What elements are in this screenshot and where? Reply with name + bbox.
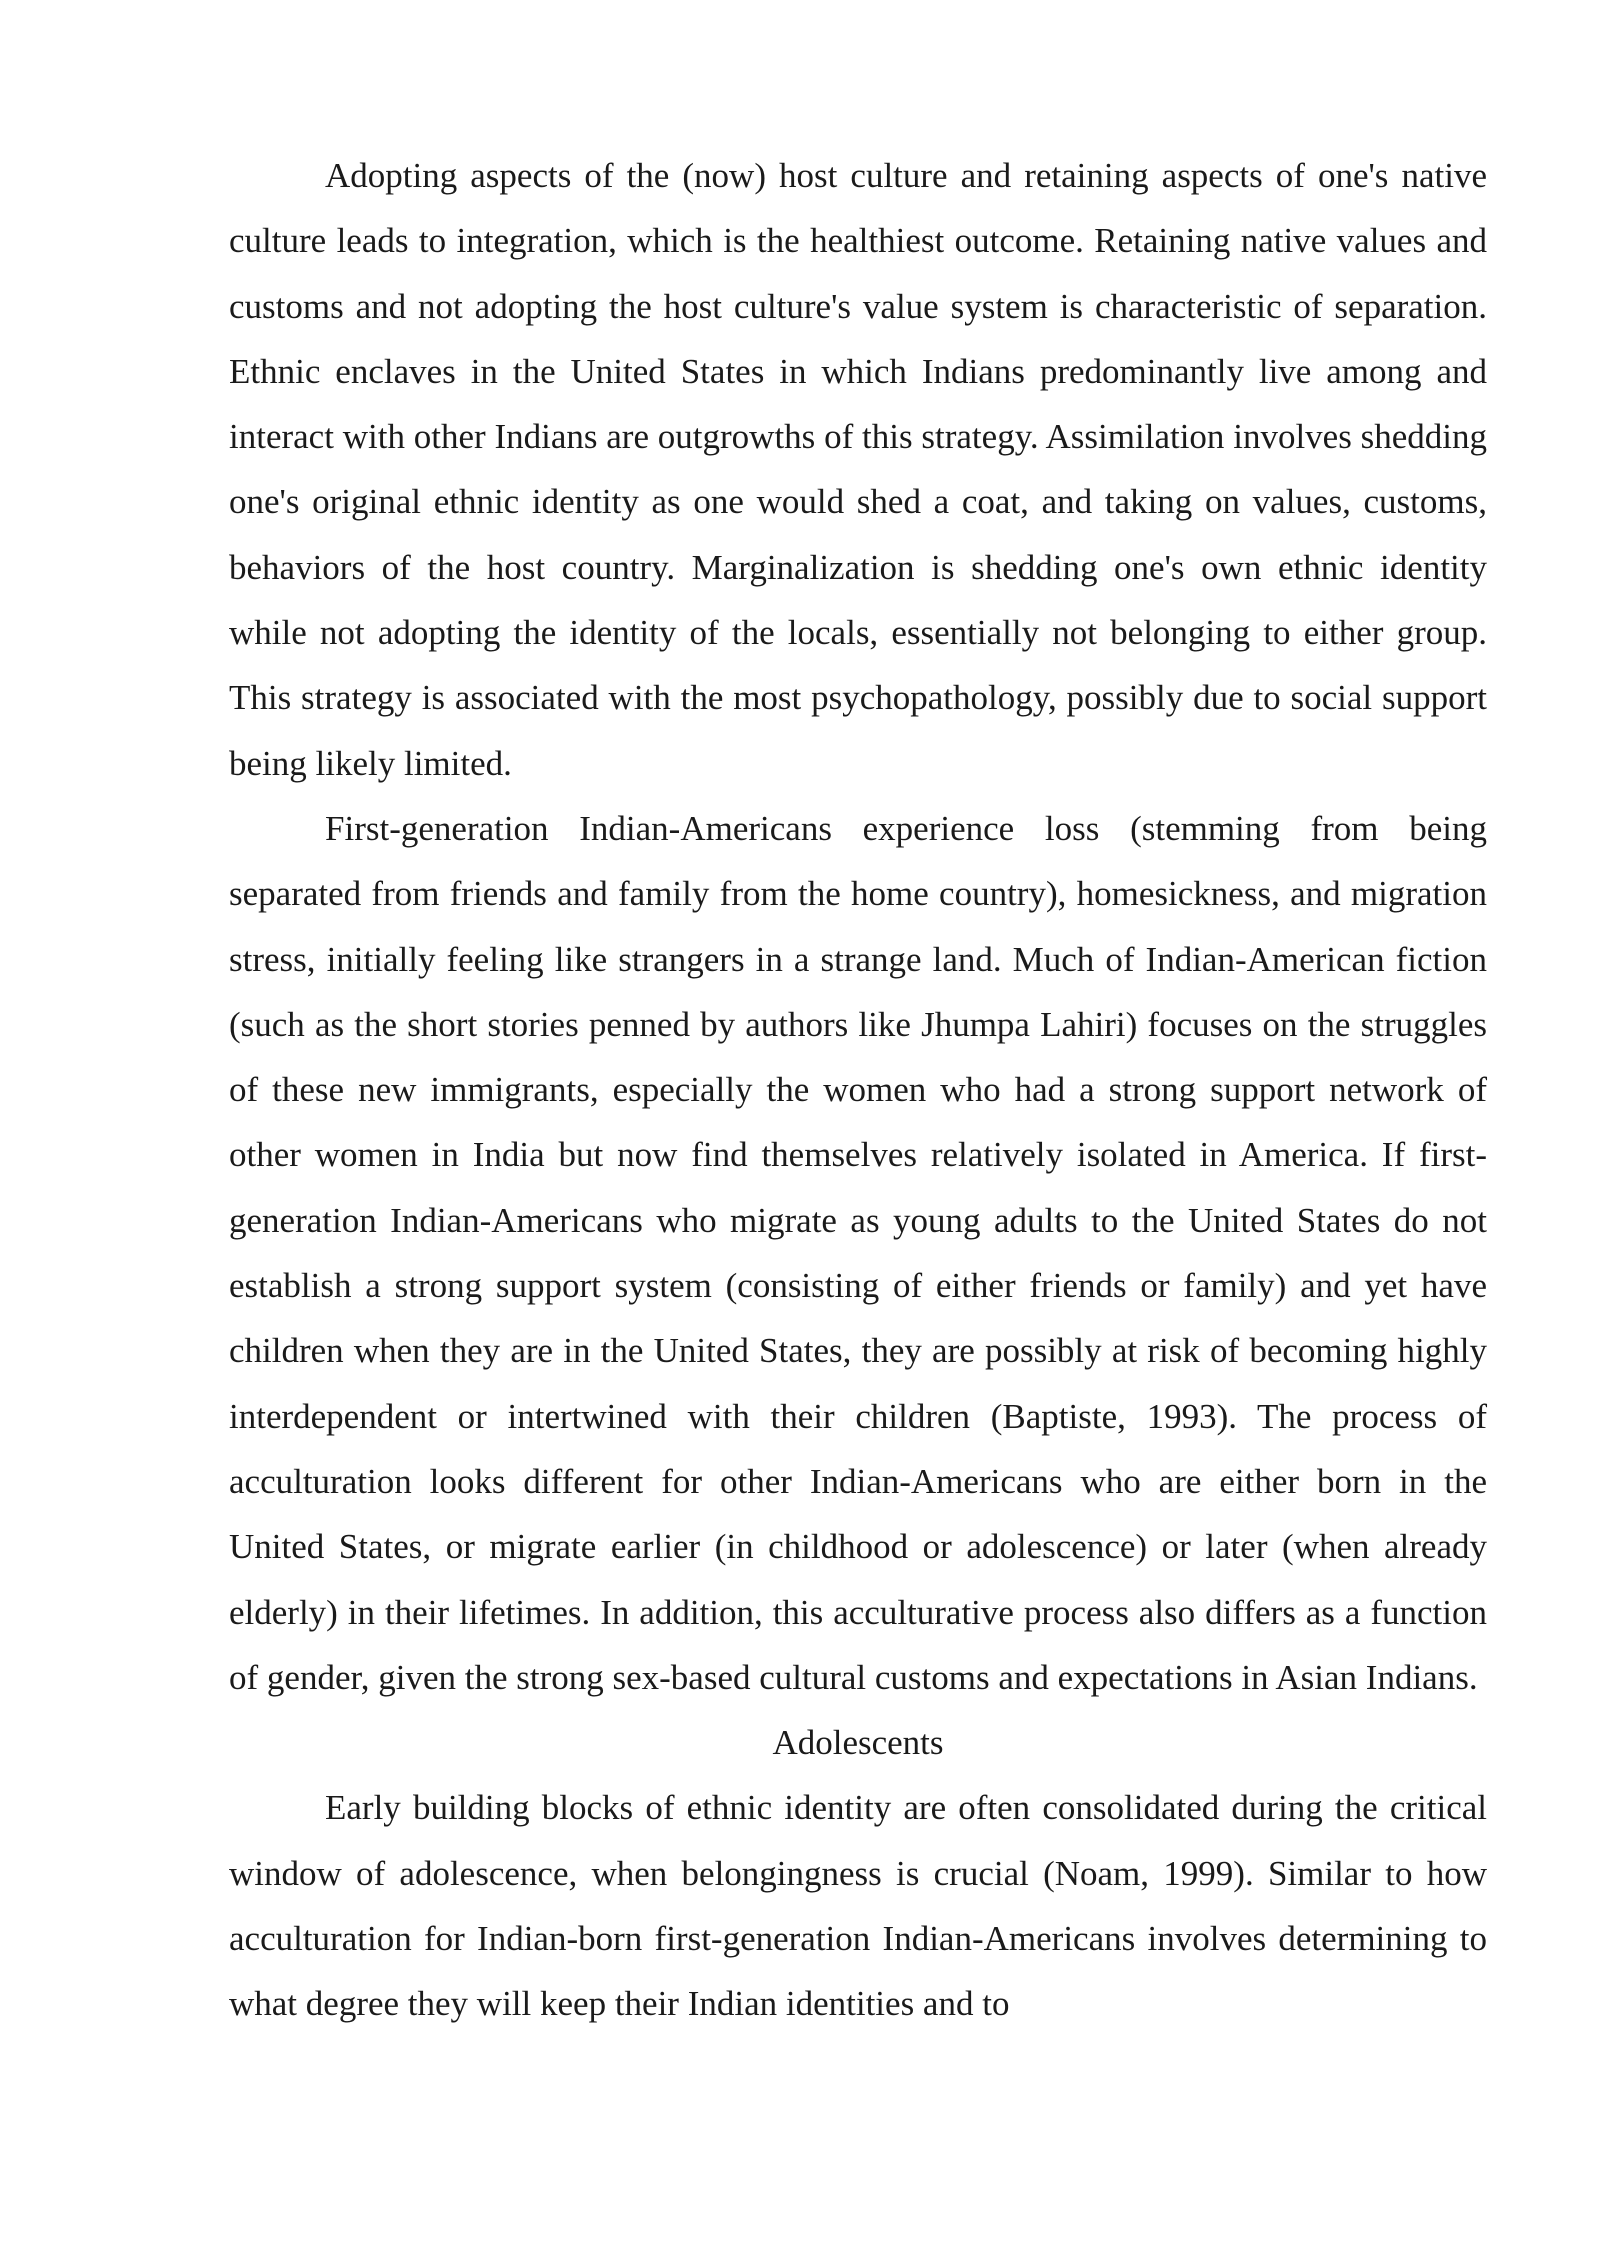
paragraph-adolescents: Early building blocks of ethnic identity are often consolidated during the critical window of adolescence, when belongingness is crucial (Noam, 1999). Similar to how acculturation for Indian-born first-generation Indian-Americans involves determining to what degree they will keep their Indian identities and to bbox=[229, 1788, 1487, 2024]
section-heading-adolescents: Adolescents bbox=[772, 1723, 944, 1763]
document-body bbox=[229, 143, 1487, 2037]
paragraph-acculturation-strategies: Adopting aspects of the (now) host culture and retaining aspects of one's native culture leads to integration, which is the healthiest outcome. Retaining native values and customs and not adopting the host culture's value system is characteristic of separation. Ethnic enclaves in the United States in which Indians predominantly live among and interact with other Indians are outgrowths of this strategy. Assimilation involves shedding one's original ethnic identity as one would shed a coat, and taking on values, customs, behaviors of the host country. Marginalization is shedding one's own ethnic identity while not adopting the identity of the locals, essentially not belonging to either group. This strategy is associated with the most psychopathology, possibly due to social support being likely limited. bbox=[229, 156, 1487, 783]
paragraph-first-generation: First-generation Indian-Americans experience loss (stemming from being separated from friends and family from the home country), homesickness, and migration stress, initially feeling like strangers in a strange land. Much of Indian-American fiction (such as the short stories penned by authors like Jhumpa Lahiri) focuses on the struggles of these new immigrants, especially the women who had a strong support network of other women in India but now find themselves relatively isolated in America. If first-generation Indian-Americans who migrate as young adults to the United States do not establish a strong support system (consisting of either friends or family) and yet have children when they are in the United States, they are possibly at risk of becoming highly interdependent or intertwined with their children (Baptiste, 1993). The process of acculturation looks different for other Indian-Americans who are either born in the United States, or migrate earlier (in childhood or adolescence) or later (when already elderly) in their lifetimes. In addition, this acculturative process also differs as a function of gender, given the strong sex-based cultural customs and expectations in Asian Indians. bbox=[229, 808, 1487, 1697]
